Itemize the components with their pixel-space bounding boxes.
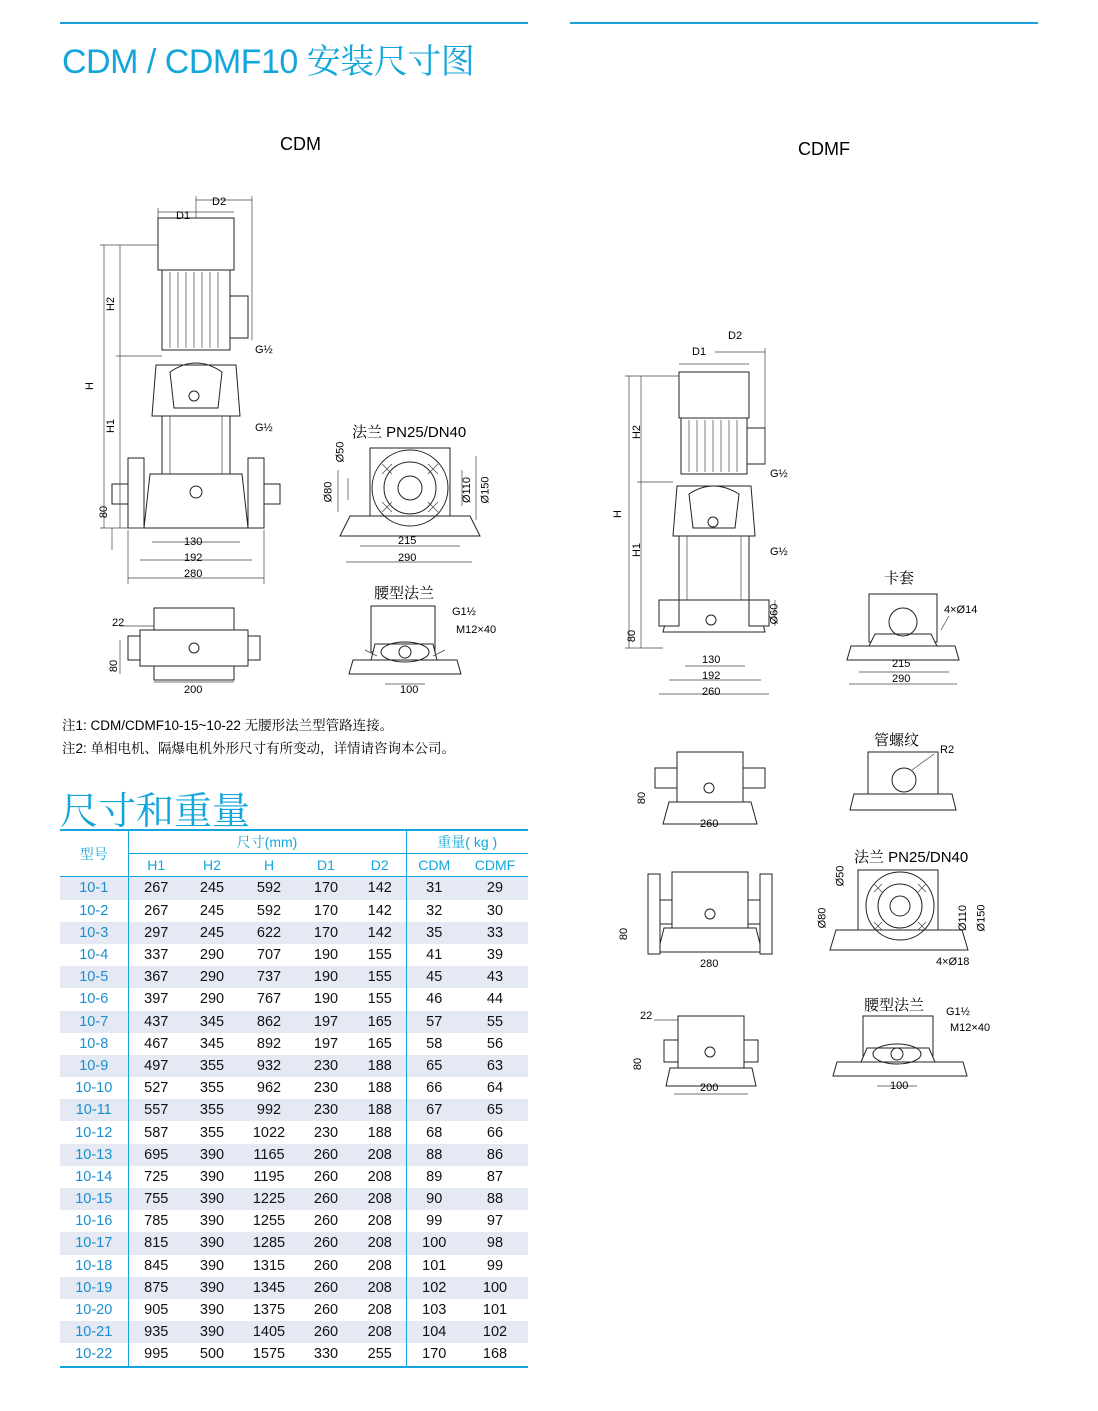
value-cell: 188 xyxy=(367,1102,392,1119)
value-cell: 102 xyxy=(482,1324,508,1341)
model-cell: 10-15 xyxy=(75,1191,113,1208)
value-cell: 88 xyxy=(406,1144,462,1166)
model-cell: 10-12 xyxy=(75,1124,113,1141)
model-cell: 10-16 xyxy=(75,1213,113,1230)
value-cell: 245 xyxy=(199,924,225,941)
value-cell: 197 xyxy=(313,1013,339,1030)
value-cell: 170 xyxy=(313,924,339,941)
value-cell: 355 xyxy=(199,1124,225,1141)
table-row xyxy=(60,877,528,900)
value-cell: 862 xyxy=(256,1013,282,1030)
value-cell: 208 xyxy=(367,1279,392,1296)
cdmf-waist-m: M12×40 xyxy=(950,1022,991,1034)
model-cell: 10-6 xyxy=(79,991,109,1008)
value-cell: 260 xyxy=(313,1146,339,1163)
value-cell: 345 xyxy=(199,1035,225,1052)
value-cell: 1575 xyxy=(240,1343,298,1366)
value-cell: 104 xyxy=(406,1321,462,1343)
value-cell: 188 xyxy=(367,1057,392,1074)
table-row xyxy=(60,1077,528,1099)
cdm-flange-d80: Ø80 xyxy=(322,481,335,503)
value-cell: 1225 xyxy=(252,1191,286,1208)
value-cell: 290 xyxy=(199,991,225,1008)
model-cell: 10-19 xyxy=(75,1279,113,1296)
value-cell: 55 xyxy=(486,1013,504,1030)
col-header: D2 xyxy=(354,854,406,877)
value-cell: 39 xyxy=(486,947,504,964)
value-cell: 1405 xyxy=(252,1324,286,1341)
value-cell: 168 xyxy=(462,1343,528,1366)
value-cell: 260 xyxy=(313,1213,339,1230)
value-cell: 188 xyxy=(367,1124,392,1141)
value-cell: 260 xyxy=(313,1324,339,1341)
value-cell: 33 xyxy=(486,924,504,941)
model-cell: 10-5 xyxy=(79,969,109,986)
table-row xyxy=(60,1099,528,1121)
value-cell: 755 xyxy=(128,1188,184,1210)
value-cell: 245 xyxy=(199,880,225,897)
value-cell: 267 xyxy=(128,877,184,900)
value-cell: 995 xyxy=(128,1343,184,1366)
value-cell: 155 xyxy=(367,991,392,1008)
value-cell: 99 xyxy=(486,1257,504,1274)
cdm-g-mid: G½ xyxy=(255,422,273,434)
cdm-dim-d2: D2 xyxy=(212,196,227,208)
page-title: CDM / CDMF10 安装尺寸图 xyxy=(62,43,475,81)
cdm-flange-title: 法兰 PN25/DN40 xyxy=(352,424,467,441)
value-cell: 87 xyxy=(486,1168,504,1185)
note-2: 注2: 单相电机、隔爆电机外形尺寸有所变动，详情请咨询本公司。 xyxy=(62,741,456,756)
value-cell: 695 xyxy=(128,1144,184,1166)
value-cell: 707 xyxy=(256,947,282,964)
cdm-dim-h1: H1 xyxy=(105,418,118,434)
value-cell: 330 xyxy=(298,1343,354,1366)
value-cell: 35 xyxy=(406,922,462,944)
top-rule-left xyxy=(60,22,528,24)
cdmf-pipe-r2: R2 xyxy=(940,744,955,756)
table-row xyxy=(60,1343,528,1366)
cdmf-flange-d110: Ø110 xyxy=(957,904,970,932)
value-cell: 99 xyxy=(406,1210,462,1232)
value-cell: 142 xyxy=(367,924,392,941)
cdmf-flange-view xyxy=(826,866,976,966)
value-cell: 142 xyxy=(367,902,392,919)
model-cell: 10-21 xyxy=(75,1324,113,1341)
cdmf-pipe-260: 260 xyxy=(700,818,719,830)
value-cell: 100 xyxy=(406,1232,462,1254)
table-row xyxy=(60,1121,528,1143)
value-cell: 208 xyxy=(367,1324,392,1341)
cdmf-flange-d80: Ø80 xyxy=(816,907,829,929)
cdm-flange-215: 215 xyxy=(398,535,417,547)
cdm-plan-dim-80: 80 xyxy=(108,659,121,673)
value-cell: 100 xyxy=(482,1279,508,1296)
cdmf-flange-80: 80 xyxy=(618,927,631,941)
value-cell: 337 xyxy=(128,944,184,966)
value-cell: 437 xyxy=(128,1011,184,1033)
cdm-plan-dim-200: 200 xyxy=(184,684,203,696)
value-cell: 557 xyxy=(128,1099,184,1121)
cdmf-clamp-215: 215 xyxy=(892,658,911,670)
value-cell: 367 xyxy=(128,966,184,988)
model-cell: 10-10 xyxy=(75,1080,113,1097)
cdm-dim-h: H xyxy=(83,382,96,390)
cdmf-flange-280: 280 xyxy=(700,958,719,970)
value-cell: 32 xyxy=(406,900,462,922)
col-model: 型号 xyxy=(60,830,128,877)
cdmf-clamp-holes: 4×Ø14 xyxy=(944,604,978,616)
cdmf-pump-elevation xyxy=(615,330,795,700)
value-cell: 962 xyxy=(256,1080,282,1097)
value-cell: 390 xyxy=(199,1168,225,1185)
table-row xyxy=(60,1011,528,1033)
model-cell: 10-7 xyxy=(79,1013,109,1030)
cdmf-waist-g: G1½ xyxy=(946,1006,970,1018)
note-1: 注1: CDM/CDMF10-15~10-22 无腰形法兰型管路连接。 xyxy=(62,718,394,733)
value-cell: 260 xyxy=(313,1191,339,1208)
table-row xyxy=(60,1232,528,1254)
value-cell: 89 xyxy=(406,1166,462,1188)
cdm-waist-title: 腰型法兰 xyxy=(374,585,435,602)
cdm-flange-d150: Ø150 xyxy=(479,476,492,504)
cdmf-dim-130: 130 xyxy=(702,654,721,666)
value-cell: 290 xyxy=(199,969,225,986)
cdmf-clamp-290: 290 xyxy=(892,673,911,685)
col-header: D1 xyxy=(298,854,354,877)
value-cell: 592 xyxy=(256,902,282,919)
value-cell: 230 xyxy=(313,1102,339,1119)
value-cell: 992 xyxy=(256,1102,282,1119)
value-cell: 622 xyxy=(256,924,282,941)
value-cell: 102 xyxy=(406,1277,462,1299)
cdmf-dim-260: 260 xyxy=(702,686,721,698)
table-row xyxy=(60,966,528,988)
group-weight: 重量( kg ) xyxy=(406,830,528,854)
cdm-dim-d1: D1 xyxy=(176,210,191,222)
value-cell: 66 xyxy=(406,1077,462,1099)
cdm-flange-d50: Ø50 xyxy=(334,441,347,463)
cdm-dim-280: 280 xyxy=(184,568,203,580)
table-row xyxy=(60,1277,528,1299)
value-cell: 390 xyxy=(199,1302,225,1319)
spec-table xyxy=(60,829,528,1368)
table-row xyxy=(60,944,528,966)
value-cell: 390 xyxy=(199,1324,225,1341)
table-row xyxy=(60,1299,528,1321)
model-cell: 10-9 xyxy=(79,1057,109,1074)
cdm-plan-view xyxy=(110,600,270,690)
value-cell: 208 xyxy=(367,1168,392,1185)
value-cell: 390 xyxy=(199,1213,225,1230)
value-cell: 260 xyxy=(313,1279,339,1296)
value-cell: 188 xyxy=(367,1080,392,1097)
value-cell: 155 xyxy=(367,969,392,986)
value-cell: 390 xyxy=(199,1279,225,1296)
model-cell: 10-11 xyxy=(75,1102,112,1119)
model-cell: 10-4 xyxy=(79,947,109,964)
model-cell: 10-14 xyxy=(75,1168,113,1185)
table-row xyxy=(60,1210,528,1232)
value-cell: 67 xyxy=(406,1099,462,1121)
value-cell: 935 xyxy=(128,1321,184,1343)
cdm-flange-d110: Ø110 xyxy=(461,476,474,504)
cdmf-waist-200: 200 xyxy=(700,1082,719,1094)
value-cell: 497 xyxy=(128,1055,184,1077)
value-cell: 66 xyxy=(486,1124,504,1141)
value-cell: 1315 xyxy=(252,1257,286,1274)
model-cell: 10-1 xyxy=(79,880,109,897)
value-cell: 290 xyxy=(199,947,225,964)
value-cell: 64 xyxy=(486,1080,504,1097)
value-cell: 932 xyxy=(256,1057,282,1074)
value-cell: 43 xyxy=(486,969,504,986)
value-cell: 260 xyxy=(313,1257,339,1274)
table-row xyxy=(60,1033,528,1055)
cdmf-dim-80: 80 xyxy=(626,629,639,643)
table-row xyxy=(60,922,528,944)
value-cell: 170 xyxy=(313,902,339,919)
value-cell: 1195 xyxy=(253,1168,285,1185)
model-cell: 10-18 xyxy=(75,1257,113,1274)
table-row xyxy=(60,1055,528,1077)
value-cell: 1375 xyxy=(252,1302,286,1319)
cdm-plan-dim-22: 22 xyxy=(112,617,125,629)
value-cell: 845 xyxy=(128,1255,184,1277)
value-cell: 587 xyxy=(128,1121,184,1143)
value-cell: 208 xyxy=(367,1213,392,1230)
value-cell: 170 xyxy=(406,1343,462,1366)
cdm-waist-100: 100 xyxy=(400,684,419,696)
table-row xyxy=(60,900,528,922)
cdm-pump-elevation xyxy=(90,190,290,590)
col-header: H xyxy=(240,854,298,877)
value-cell: 905 xyxy=(128,1299,184,1321)
cdmf-dim-h2: H2 xyxy=(631,424,644,440)
value-cell: 737 xyxy=(256,969,282,986)
value-cell: 97 xyxy=(486,1213,504,1230)
cdmf-pipe-elevation xyxy=(645,748,775,828)
value-cell: 208 xyxy=(367,1146,392,1163)
value-cell: 390 xyxy=(199,1146,225,1163)
value-cell: 57 xyxy=(406,1011,462,1033)
cdmf-dim-h: H xyxy=(611,510,624,518)
cdmf-flange-d150: Ø150 xyxy=(975,904,988,932)
cdmf-dim-h1: H1 xyxy=(631,542,644,558)
value-cell: 725 xyxy=(128,1166,184,1188)
value-cell: 892 xyxy=(256,1035,282,1052)
col-header: CDM xyxy=(406,854,462,877)
value-cell: 875 xyxy=(128,1277,184,1299)
value-cell: 165 xyxy=(367,1035,392,1052)
model-cell: 10-2 xyxy=(79,902,109,919)
group-size: 尺寸(mm) xyxy=(128,830,406,854)
cdmf-g-mid: G½ xyxy=(770,546,788,558)
col-header: H1 xyxy=(128,854,184,877)
model-cell: 10-13 xyxy=(75,1146,113,1163)
value-cell: 208 xyxy=(367,1302,392,1319)
cdmf-flange-title: 法兰 PN25/DN40 xyxy=(854,849,969,866)
value-cell: 390 xyxy=(199,1235,225,1252)
value-cell: 785 xyxy=(128,1210,184,1232)
cdmf-flange-d50: Ø50 xyxy=(834,865,847,887)
cdm-dim-80: 80 xyxy=(98,505,111,519)
model-cell: 10-3 xyxy=(79,924,109,941)
value-cell: 390 xyxy=(199,1257,225,1274)
cdmf-dim-d60: Ø60 xyxy=(768,603,781,625)
value-cell: 56 xyxy=(486,1035,504,1052)
value-cell: 88 xyxy=(486,1191,504,1208)
value-cell: 1255 xyxy=(252,1213,286,1230)
value-cell: 86 xyxy=(486,1146,504,1163)
cdmf-clamp-title: 卡套 xyxy=(884,570,915,587)
value-cell: 260 xyxy=(313,1235,339,1252)
value-cell: 397 xyxy=(128,988,184,1010)
cdmf-flange-holes: 4×Ø18 xyxy=(936,956,970,968)
cdm-g-top: G½ xyxy=(255,344,273,356)
table-row xyxy=(60,1144,528,1166)
value-cell: 767 xyxy=(256,991,282,1008)
value-cell: 190 xyxy=(313,947,339,964)
model-cell: 10-22 xyxy=(60,1343,128,1366)
cdm-dim-h2: H2 xyxy=(105,296,118,312)
value-cell: 1165 xyxy=(253,1146,285,1163)
col-header: CDMF xyxy=(462,854,528,877)
cdm-waist-g: G1½ xyxy=(452,606,476,618)
cdm-waist-m: M12×40 xyxy=(456,624,497,636)
table-row xyxy=(60,1255,528,1277)
table-section-title: 尺寸和重量 xyxy=(60,791,251,833)
cdmf-pipe-thread-view xyxy=(848,748,958,818)
value-cell: 63 xyxy=(486,1057,504,1074)
value-cell: 103 xyxy=(406,1299,462,1321)
value-cell: 1345 xyxy=(252,1279,286,1296)
value-cell: 345 xyxy=(199,1013,225,1030)
value-cell: 815 xyxy=(128,1232,184,1254)
cdmf-pipe-80: 80 xyxy=(636,791,649,805)
top-rule-right xyxy=(570,22,1038,24)
value-cell: 245 xyxy=(199,902,225,919)
value-cell: 260 xyxy=(313,1168,339,1185)
value-cell: 527 xyxy=(128,1077,184,1099)
cdmf-flange-elevation xyxy=(640,866,780,966)
cdm-dim-192: 192 xyxy=(184,552,203,564)
value-cell: 90 xyxy=(406,1188,462,1210)
cdmf-dim-d1: D1 xyxy=(692,346,707,358)
value-cell: 230 xyxy=(313,1080,339,1097)
value-cell: 45 xyxy=(406,966,462,988)
value-cell: 500 xyxy=(184,1343,240,1366)
model-cell: 10-17 xyxy=(75,1235,113,1252)
value-cell: 30 xyxy=(486,902,504,919)
cdm-dim-130: 130 xyxy=(184,536,203,548)
value-cell: 190 xyxy=(313,969,339,986)
cdm-flange-290: 290 xyxy=(398,552,417,564)
cdmf-g-top: G½ xyxy=(770,468,788,480)
value-cell: 65 xyxy=(406,1055,462,1077)
cdmf-dim-192: 192 xyxy=(702,670,721,682)
value-cell: 29 xyxy=(486,880,504,897)
table-row xyxy=(60,988,528,1010)
value-cell: 44 xyxy=(486,991,504,1008)
value-cell: 230 xyxy=(313,1124,339,1141)
value-cell: 142 xyxy=(367,880,392,897)
value-cell: 390 xyxy=(199,1191,225,1208)
value-cell: 65 xyxy=(486,1102,504,1119)
value-cell: 208 xyxy=(367,1191,392,1208)
value-cell: 467 xyxy=(128,1033,184,1055)
value-cell: 208 xyxy=(367,1257,392,1274)
value-cell: 355 xyxy=(199,1102,225,1119)
value-cell: 208 xyxy=(367,1235,392,1252)
value-cell: 1022 xyxy=(252,1124,286,1141)
value-cell: 31 xyxy=(406,877,462,900)
cdmf-title: CDMF xyxy=(798,139,850,159)
cdmf-pipe-title: 管螺纹 xyxy=(874,732,920,749)
cdmf-waist-title: 腰型法兰 xyxy=(864,997,925,1014)
cdm-waist-flange-view xyxy=(345,600,465,695)
value-cell: 101 xyxy=(406,1255,462,1277)
table-row xyxy=(60,1166,528,1188)
value-cell: 170 xyxy=(313,880,339,897)
cdmf-waist-100: 100 xyxy=(890,1080,909,1092)
cdmf-waist-80: 80 xyxy=(632,1057,645,1071)
value-cell: 197 xyxy=(313,1035,339,1052)
value-cell: 68 xyxy=(406,1121,462,1143)
value-cell: 592 xyxy=(256,880,282,897)
value-cell: 98 xyxy=(486,1235,504,1252)
value-cell: 297 xyxy=(128,922,184,944)
value-cell: 101 xyxy=(482,1302,508,1319)
value-cell: 255 xyxy=(354,1343,406,1366)
value-cell: 155 xyxy=(367,947,392,964)
value-cell: 41 xyxy=(406,944,462,966)
value-cell: 355 xyxy=(199,1080,225,1097)
value-cell: 355 xyxy=(199,1057,225,1074)
model-cell: 10-8 xyxy=(79,1035,109,1052)
value-cell: 190 xyxy=(313,991,339,1008)
table-row xyxy=(60,1188,528,1210)
value-cell: 267 xyxy=(128,900,184,922)
model-cell: 10-20 xyxy=(75,1302,113,1319)
value-cell: 260 xyxy=(313,1302,339,1319)
cdmf-waist-22: 22 xyxy=(640,1010,653,1022)
table-row xyxy=(60,1321,528,1343)
cdm-flange-view xyxy=(330,440,480,570)
value-cell: 58 xyxy=(406,1033,462,1055)
cdm-title: CDM xyxy=(280,134,321,154)
value-cell: 1285 xyxy=(252,1235,286,1252)
cdmf-dim-d2: D2 xyxy=(728,330,743,342)
value-cell: 230 xyxy=(313,1057,339,1074)
value-cell: 165 xyxy=(367,1013,392,1030)
col-header: H2 xyxy=(184,854,240,877)
value-cell: 46 xyxy=(406,988,462,1010)
